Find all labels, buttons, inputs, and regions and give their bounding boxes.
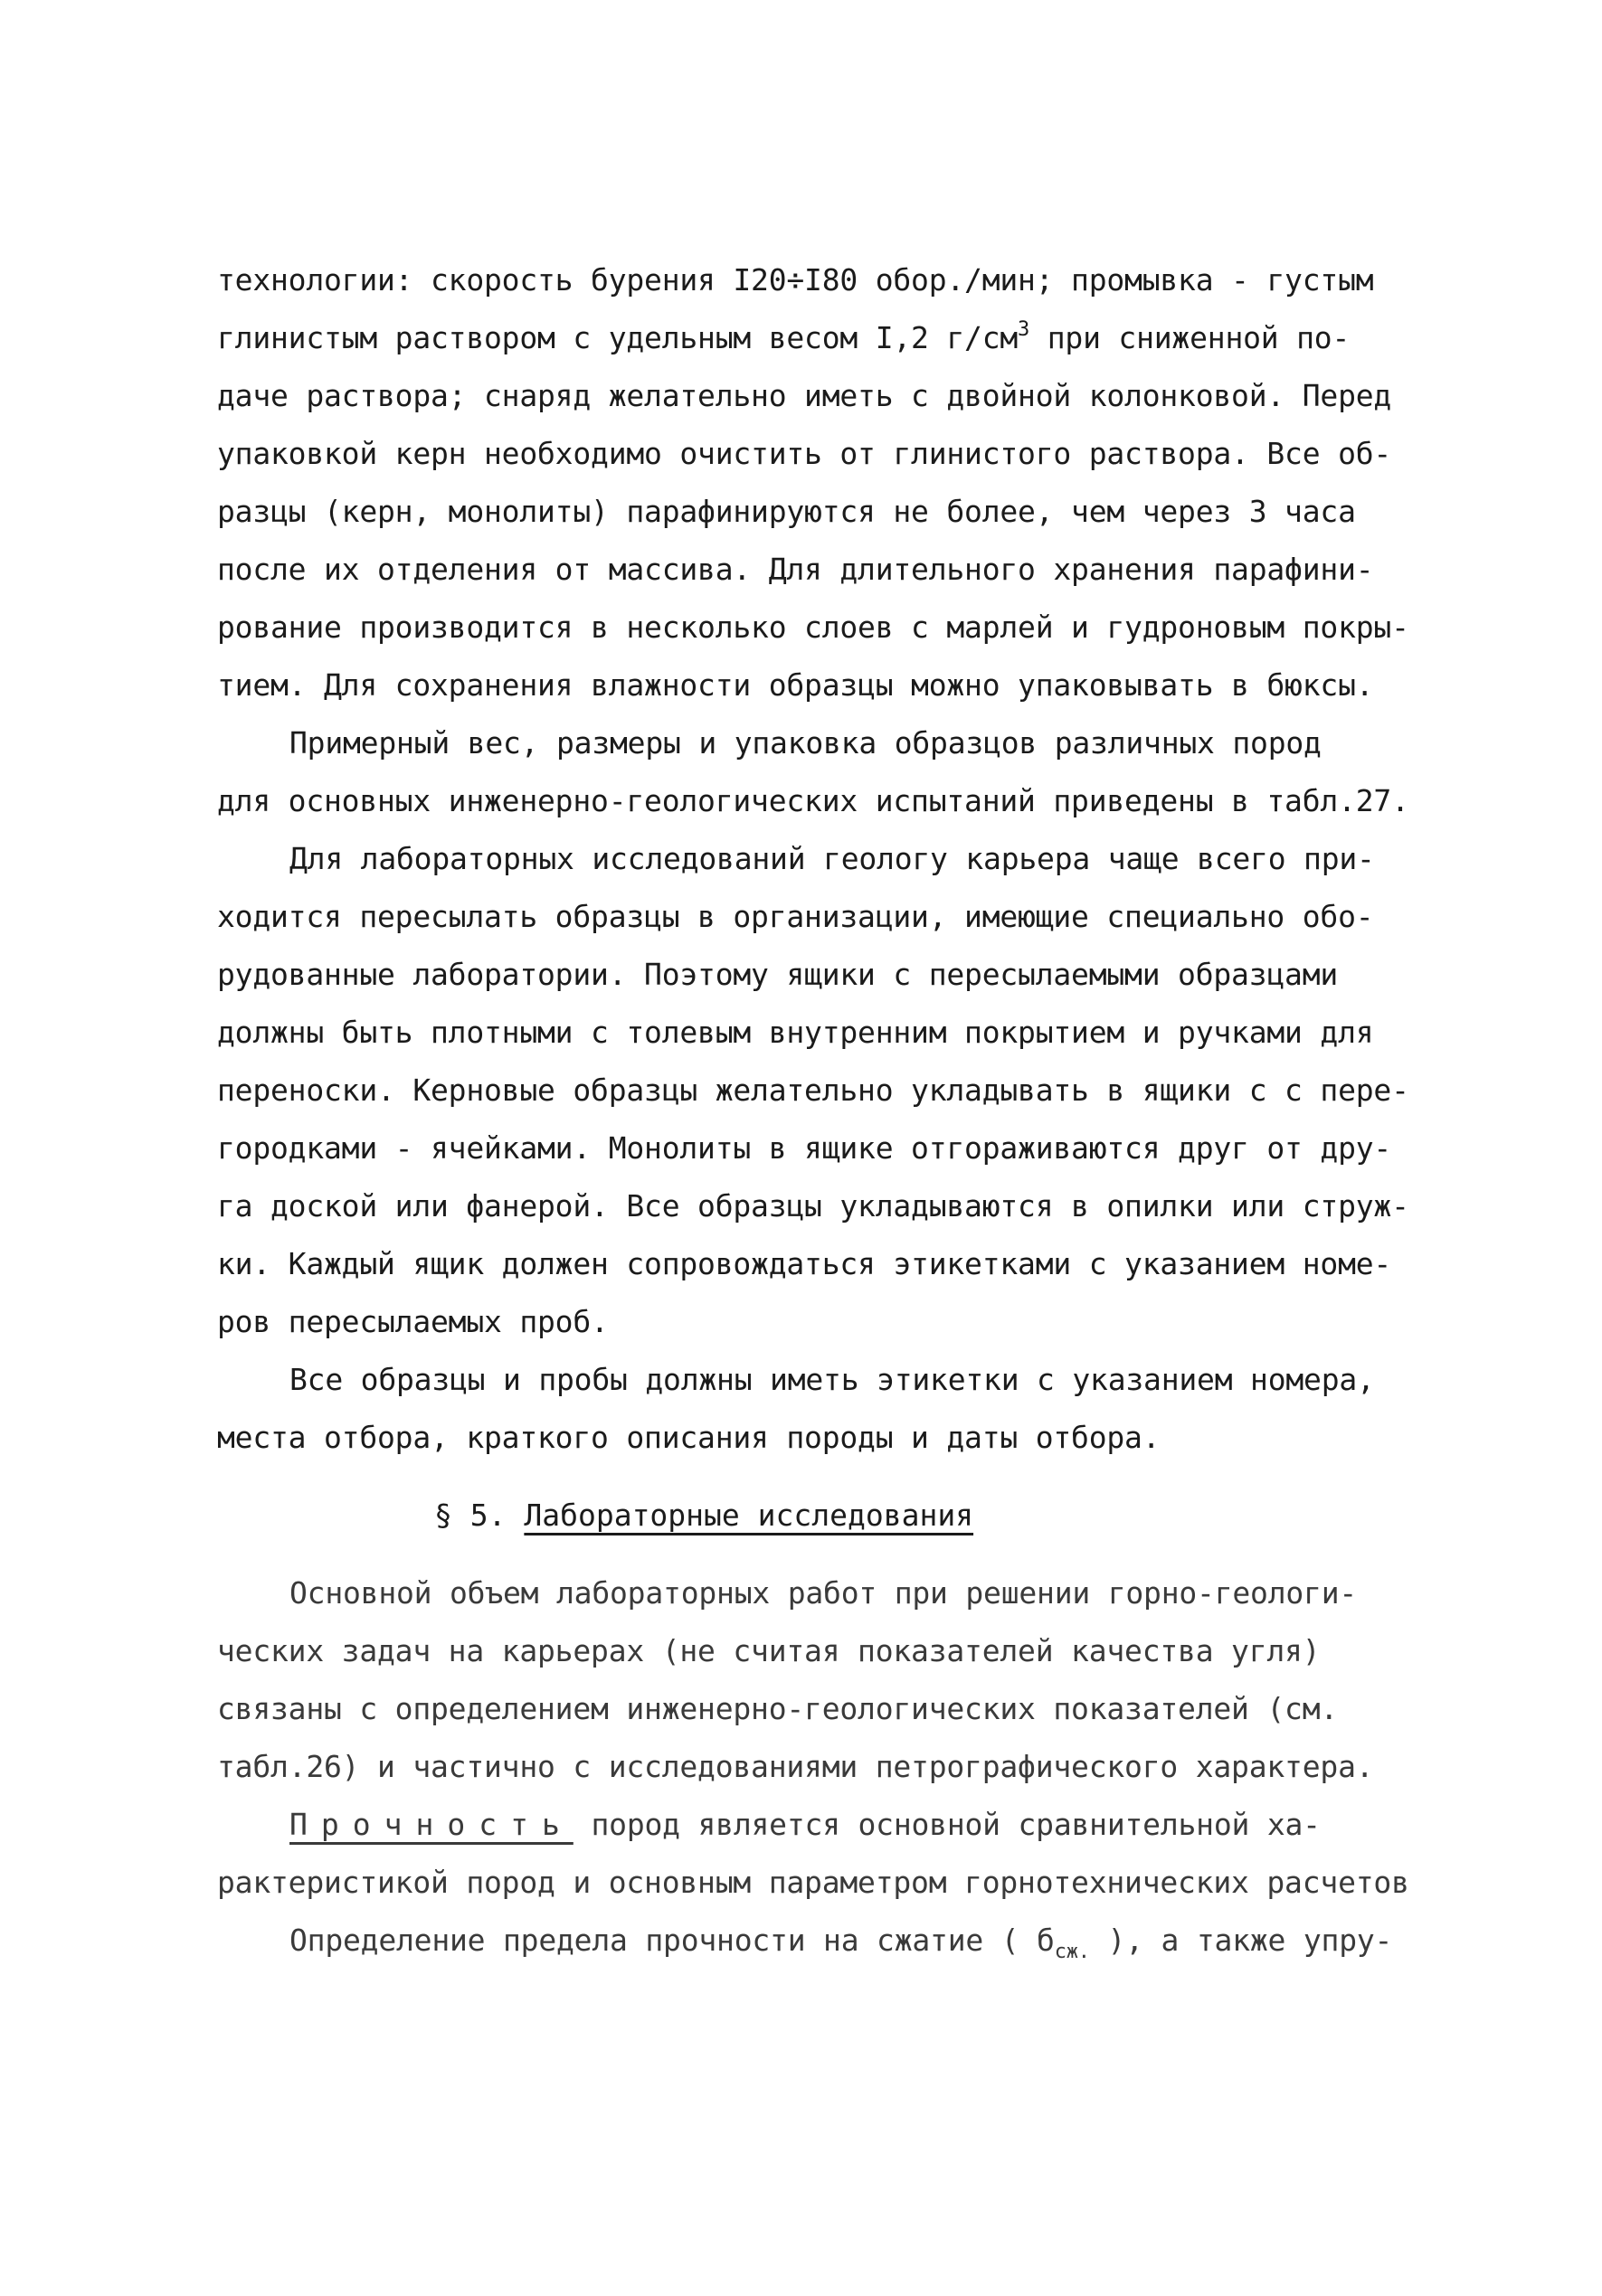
text-line: переноски. Керновые образцы желательно укладывать в ящики с с пере-: [217, 1072, 1409, 1108]
text-line: Основной объем лабораторных работ при решении горно-геологи-: [289, 1575, 1358, 1611]
text-line: табл.26) и частично с исследованиями петрографического характера.: [217, 1749, 1374, 1784]
text-line: ческих задач на карьерах (не считая показателей качества угля): [217, 1633, 1321, 1668]
text-line: ки. Каждый ящик должен сопровождаться этикетками с указанием номе-: [217, 1246, 1392, 1281]
spacer: [217, 1467, 1420, 1487]
text-line: ров пересылаемых проб.: [217, 1304, 609, 1339]
text-line: рактеристикой пород и основным параметром горнотехнических расчетов: [217, 1865, 1409, 1900]
text-line: ходится пересылать образцы в организации, имеющие специально обо-: [217, 899, 1374, 934]
text-line: упаковкой керн необходимо очистить от глинистого раствора. Все об-: [217, 436, 1392, 471]
text-line: технологии: скорость бурения I20÷I80 обор./мин; промывка - густым: [217, 262, 1374, 298]
text-line: после их отделения от массива. Для длительного хранения парафини-: [217, 552, 1374, 587]
text-line: тием. Для сохранения влажности образцы можно упаковывать в бюксы.: [217, 667, 1374, 703]
text-fragment: Определение предела прочности на сжатие (: [289, 1923, 1038, 1958]
spacer: [217, 1545, 1420, 1564]
text-line: [217, 1796, 1420, 1854]
section-heading: [217, 1487, 1420, 1545]
text-fragment: пород является основной сравнительной ха-: [573, 1807, 1321, 1842]
text-line: рудованные лаборатории. Поэтому ящики с пересылаемыми образцами: [217, 957, 1339, 992]
superscript-exponent: 3: [1018, 318, 1030, 341]
text-line: разцы (керн, монолиты) парафинируются не более, чем через 3 часа: [217, 494, 1356, 529]
text-line: га доской или фанерой. Все образцы укладываются в опилки или струж-: [217, 1188, 1409, 1224]
text-line: рование производится в несколько слоев с марлей и гудроновым покры-: [217, 609, 1409, 645]
document-body: [217, 251, 1420, 1970]
text-line: даче раствора; снаряд желательно иметь с двойной колонковой. Перед: [217, 378, 1392, 413]
text-line: Все образцы и пробы должны иметь этикетки с указанием номера,: [289, 1362, 1375, 1397]
section-title: Лабораторные исследования: [524, 1498, 974, 1533]
sigma-symbol: б: [1037, 1923, 1055, 1958]
text-fragment: ), а также упру-: [1089, 1923, 1393, 1958]
sigma-subscript: сж.: [1054, 1941, 1090, 1963]
text-line: городками - ячейками. Монолиты в ящике отгораживаются друг от дру-: [217, 1130, 1392, 1166]
section-symbol: § 5.: [434, 1498, 507, 1533]
text-line: места отбора, краткого описания породы и даты отбора.: [217, 1420, 1161, 1455]
text-fragment: при сниженной по-: [1029, 320, 1351, 355]
text-line: [217, 309, 1420, 367]
emphasized-term: Прочность: [289, 1807, 573, 1842]
text-line: должны быть плотными с толевым внутренним покрытием и ручками для: [217, 1015, 1374, 1050]
text-fragment: глинистым раствором с удельным весом I,2 г/см: [217, 320, 1019, 355]
text-line: Для лабораторных исследований геологу карьера чаще всего при-: [289, 841, 1375, 876]
text-line: Примерный вес, размеры и упаковка образцов различных пород: [289, 725, 1322, 761]
text-line: для основных инженерно-геологических испытаний приведены в табл.27.: [217, 783, 1409, 818]
text-line: [217, 1912, 1420, 1970]
text-line: связаны с определением инженерно-геологических показателей (см.: [217, 1691, 1339, 1726]
